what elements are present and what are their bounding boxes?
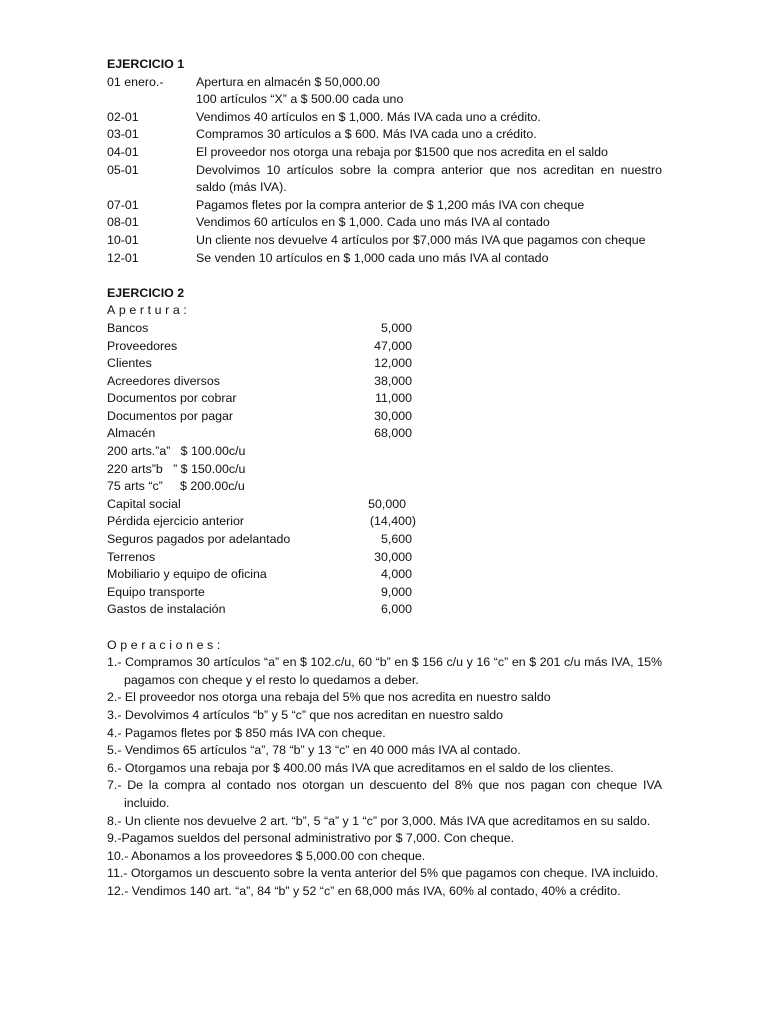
- ej1-entry: [107, 74, 662, 92]
- operaciones-label: Operaciones:: [107, 637, 224, 652]
- operation-item: 9.-Pagamos sueldos del personal administrativo por $ 7,000. Con cheque.: [107, 831, 515, 846]
- operation-item: 7.- De la compra al contado nos otorgan un descuento del 8% que nos pagan con cheque IVA incluido.: [107, 778, 662, 810]
- operation-item: 5.- Vendimos 65 artículos “a”, 78 “b” y 13 “c” en 40 000 más IVA al contado.: [107, 743, 521, 758]
- inventory-detail-row: [107, 478, 662, 496]
- entry-text: Apertura en almacén $ 50,000.00: [196, 74, 380, 89]
- account-name: Acreedores diversos: [107, 373, 220, 388]
- account-value: 47,000: [374, 338, 412, 353]
- account-row: [107, 601, 662, 619]
- inventory-detail: 200 arts.”a” $ 100.00c/u: [107, 444, 246, 459]
- account-name: Seguros pagados por adelantado: [107, 532, 291, 547]
- account-name: Bancos: [107, 320, 149, 335]
- account-name: Documentos por pagar: [107, 408, 234, 423]
- entry-date: 07-01: [107, 197, 139, 212]
- entry-date: 12-01: [107, 250, 139, 265]
- ej1-entry: [107, 144, 662, 162]
- apertura-label: Apertura:: [107, 303, 191, 318]
- account-row: [107, 513, 662, 531]
- spacer: [107, 267, 662, 285]
- account-name: Proveedores: [107, 338, 178, 353]
- account-value: [365, 478, 412, 496]
- account-name: Mobiliario y equipo de oficina: [107, 567, 267, 582]
- account-row: [107, 320, 662, 338]
- entry-date: 05-01: [107, 162, 139, 177]
- account-value: 30,000: [374, 549, 412, 564]
- account-name: Documentos por cobrar: [107, 391, 237, 406]
- account-name: Almacén: [107, 426, 156, 441]
- entry-date: 02-01: [107, 109, 139, 124]
- entry-text: Devolvimos 10 artículos sobre la compra anterior que nos acreditan en nuestro saldo (más IVA).: [196, 162, 662, 195]
- entry-text: Pagamos fletes por la compra anterior de $ 1,200 más IVA con cheque: [196, 197, 585, 212]
- ej1-entry: [107, 250, 662, 268]
- entry-date: 10-01: [107, 232, 139, 247]
- ejercicio-1-title: EJERCICIO 1: [107, 57, 185, 71]
- entry-date: 03-01: [107, 127, 139, 142]
- account-row: [107, 549, 662, 567]
- entry-text: Un cliente nos devuelve 4 artículos por $7,000 más IVA que pagamos con cheque: [196, 232, 646, 247]
- account-row: [107, 338, 662, 356]
- account-value: 68,000: [374, 426, 412, 441]
- ej1-entry: [107, 109, 662, 127]
- operation-item: 1.- Compramos 30 artículos “a” en $ 102.c/u, 60 “b” en $ 156 c/u y 16 “c” en $ 201 c/u más IVA, 15% pagamos con cheque y el resto lo quedamos a deber.: [107, 655, 662, 687]
- account-row: [107, 373, 662, 391]
- ej1-entry: [107, 126, 662, 144]
- operation-item: 8.- Un cliente nos devuelve 2 art. “b”, 5 “a” y 1 “c” por 3,000. Más IVA que acreditamos en su saldo.: [107, 813, 651, 828]
- account-value: 9,000: [380, 584, 412, 599]
- account-value: 12,000: [374, 356, 412, 371]
- ej1-entry: [107, 162, 662, 197]
- operation-item: 10.- Abonamos a los proveedores $ 5,000.00 con cheque.: [107, 848, 426, 863]
- account-name: Clientes: [107, 356, 152, 371]
- account-row: [107, 390, 662, 408]
- entry-text-continuation: 100 artículos “X” a $ 500.00 cada uno: [196, 92, 404, 107]
- operation-item: 11.- Otorgamos un descuento sobre la venta anterior del 5% que pagamos con cheque. IVA incluido.: [107, 866, 659, 881]
- account-row: [107, 355, 662, 373]
- ej1-entry: [107, 197, 662, 215]
- account-value: 11,000: [375, 391, 412, 406]
- account-name: Pérdida ejercicio anterior: [107, 514, 245, 529]
- operation-item: 12.- Vendimos 140 art. “a”, 84 “b” y 52 “c” en 68,000 más IVA, 60% al contado, 40% a crédito.: [107, 883, 621, 898]
- entry-text: Vendimos 60 artículos en $ 1,000. Cada uno más IVA al contado: [196, 215, 550, 230]
- spacer: [107, 619, 662, 637]
- account-value: 38,000: [374, 373, 412, 388]
- account-value: 30,000: [374, 408, 412, 423]
- account-value: 6,000: [380, 602, 412, 617]
- account-name: Gastos de instalación: [107, 602, 226, 617]
- entry-text: El proveedor nos otorga una rebaja por $1500 que nos acredita en el saldo: [196, 144, 608, 159]
- inventory-detail: 75 arts “c” $ 200.00c/u: [107, 479, 245, 494]
- entry-date: 08-01: [107, 215, 139, 230]
- account-value: (14,400): [369, 514, 416, 529]
- inventory-detail-row: [107, 443, 662, 461]
- account-value: 5,600: [380, 532, 412, 547]
- inventory-detail: 220 arts”b ” $ 150.00c/u: [107, 461, 246, 476]
- account-value: 5,000: [380, 320, 412, 335]
- entry-text: Se venden 10 artículos en $ 1,000 cada uno más IVA al contado: [196, 250, 549, 265]
- account-row: [107, 584, 662, 602]
- account-value: [365, 461, 412, 479]
- account-row: [107, 531, 662, 549]
- entry-date: 04-01: [107, 144, 139, 159]
- operation-item: 2.- El proveedor nos otorga una rebaja del 5% que nos acredita en nuestro saldo: [107, 690, 551, 705]
- entry-date: 01 enero.-: [107, 74, 164, 89]
- ej1-entry: [107, 232, 662, 250]
- inventory-detail-row: [107, 461, 662, 479]
- operation-item: 3.- Devolvimos 4 artículos “b” y 5 “c” que nos acreditan en nuestro saldo: [107, 707, 503, 722]
- account-value: [365, 443, 412, 461]
- entry-text: Vendimos 40 artículos en $ 1,000. Más IVA cada uno a crédito.: [196, 109, 541, 124]
- account-name: Equipo transporte: [107, 584, 205, 599]
- account-value: 4,000: [380, 567, 412, 582]
- account-row: [107, 425, 662, 443]
- operation-item: 6.- Otorgamos una rebaja por $ 400.00 más IVA que acreditamos en el saldo de los clientes.: [107, 760, 614, 775]
- account-row: [107, 496, 662, 514]
- account-name: Capital social: [107, 496, 181, 511]
- ej1-entry: [107, 214, 662, 232]
- document-page: [107, 56, 662, 901]
- account-value: 50,000: [368, 496, 406, 511]
- entry-text: Compramos 30 artículos a $ 600. Más IVA cada uno a crédito.: [196, 127, 537, 142]
- operation-item: 4.- Pagamos fletes por $ 850 más IVA con cheque.: [107, 725, 386, 740]
- ejercicio-2-title: EJERCICIO 2: [107, 285, 185, 300]
- account-name: Terrenos: [107, 549, 156, 564]
- account-row: [107, 566, 662, 584]
- account-row: [107, 408, 662, 426]
